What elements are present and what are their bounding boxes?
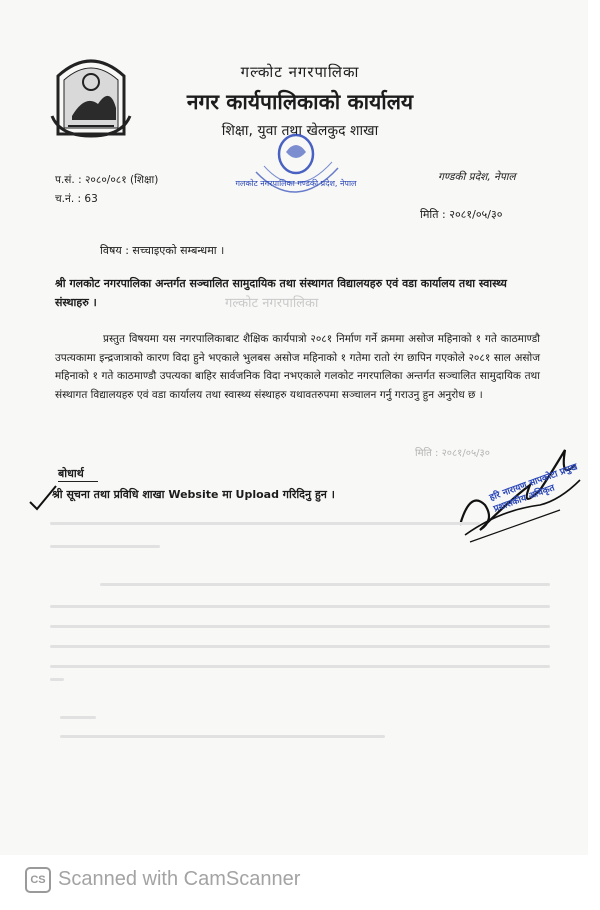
letterhead-section: शिक्षा, युवा तथा खेलकुद शाखा — [221, 123, 379, 139]
letter-date: मिति : २०८१/०५/३० — [420, 208, 503, 221]
bleed-through-line — [60, 716, 96, 719]
seal-text: गलकोट नगरपालिका गण्डकी प्रदेश, नेपाल — [235, 179, 357, 188]
bleed-through-line — [50, 522, 480, 525]
bleed-through-line — [50, 545, 160, 548]
camscanner-logo-icon: CS — [25, 867, 51, 893]
addressee-block: श्री गलकोट नगरपालिका अन्तर्गत सञ्चालित सामुदायिक तथा संस्थागत विद्यालयहरु एवं वडा कार्यालय तथा स्वास्थ्य संस्थाहरु । — [55, 277, 507, 309]
scanner-footer — [0, 855, 588, 910]
subject-line: विषय : सच्चाइएको सम्बन्धमा । — [100, 244, 225, 257]
bleed-through-line — [60, 735, 385, 738]
letter-body: प्रस्तुत विषयमा यस नगरपालिकाबाट शैक्षिक कार्यपात्रो २०८१ निर्माण गर्ने क्रममा असोज महिनाको १ गते काठमाण्डौ उपत्यकामा इन्द्रजात्राको कारण विदा हुने भएकाले भुलबस असोज महिनाको १ गतेमा रातो रंग छापिन गएकोले २०८१ साल असोज महिनाको १ गते काठमाण्डौ उपत्यका बाहिर सार्वजनिक विदा नभएकाले गलकोट नगरपालिका अन्तर्गत सञ्चालित सामुदायिक तथा संस्थागत विद्यालयहरु एवं वडा कार्यालय तथा स्वास्थ्य संस्थाहरु यथावतरुपमा सञ्चालन गर्नु गराउनु हुन अनुरोध छ । — [55, 333, 540, 401]
bleed-through-text: गल्कोट नगरपालिका — [225, 296, 319, 311]
bleed-through-line — [50, 645, 550, 648]
cc-underline — [58, 481, 98, 482]
official-seal-icon — [235, 124, 357, 206]
cc-line: श्री सूचना तथा प्रविधि शाखा Website मा Upload गरिदिनु हुन । — [52, 488, 335, 501]
bleed-through-line — [50, 665, 550, 668]
bleed-through-line — [50, 605, 550, 608]
letterhead-municipality: गल्कोट नगरपालिका — [240, 63, 360, 81]
bleed-through-line — [50, 678, 64, 681]
camscanner-watermark: Scanned with CamScanner — [58, 868, 301, 890]
reference-number: प.सं. : २०८०/०८१ (शिक्षा) — [55, 174, 159, 186]
province-line: गण्डकी प्रदेश, नेपाल — [438, 171, 516, 183]
dispatch-number: च.नं. : 63 — [55, 193, 98, 205]
bleed-through-line — [50, 625, 550, 628]
officer-stamp: हरि नारायण सापकोटा प्रमुख प्रशासकीय अधिकृत — [488, 462, 579, 515]
municipality-emblem-icon — [50, 46, 132, 138]
bleed-through-line — [100, 583, 550, 586]
bleed-through-date: मिति : २०८१/०५/३० — [415, 448, 490, 459]
cc-title: बोधार्थ — [58, 467, 84, 480]
letterhead-office: नगर कार्यपालिकाको कार्यालय — [186, 90, 414, 114]
